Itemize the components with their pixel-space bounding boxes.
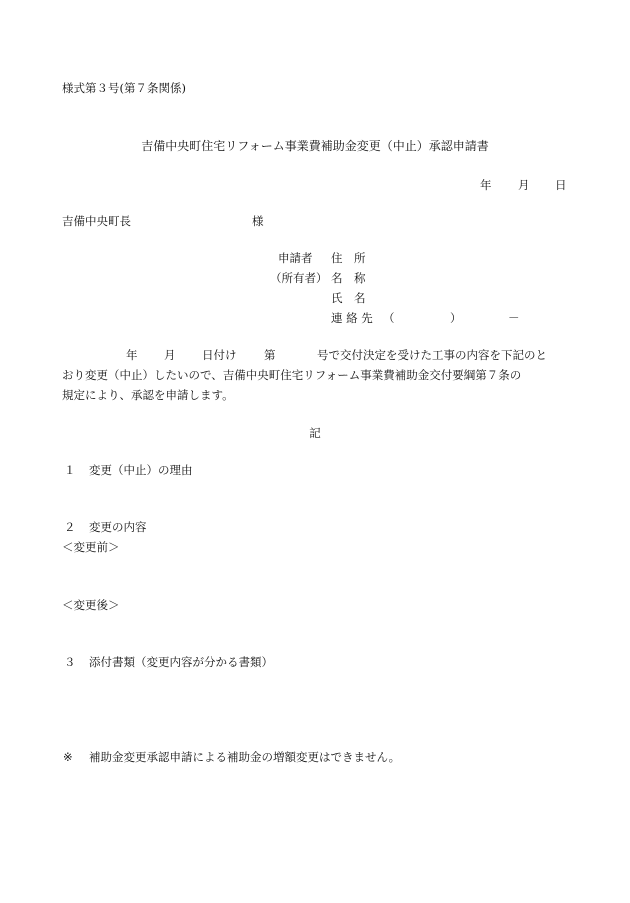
note-text: 補助金変更承認申請による補助金の増額変更はできません。 [89,750,401,764]
body-line1-rest: 号で交付決定を受けた工事の内容を下記のと [317,348,547,362]
applicant-company-label: 名 称 [331,271,366,285]
after-label: ＜変更後＞ [62,598,120,612]
document-title: 吉備中央町住宅リフォーム事業費補助金変更（中止）承認申請書 [141,139,489,153]
body-month: 月 [164,348,176,362]
item-1-label: 変更（中止）の理由 [89,463,193,477]
addressee-name: 吉備中央町長 [62,214,131,228]
applicant-name-label: 氏 名 [331,291,366,305]
addressee-honorific: 様 [252,214,264,228]
item-2-number: ２ [64,520,76,534]
date-month: 月 [518,178,530,192]
item-1-number: １ [64,463,76,477]
body-no: 第 [264,348,276,362]
body-line2: おり変更（中止）したいので、吉備中央町住宅リフォーム事業費補助金交付要綱第７条の [62,368,522,382]
note-mark: ※ [63,750,73,764]
date-year: 年 [480,178,492,192]
ki-heading: 記 [309,426,321,440]
owner-label: （所有者） [270,271,328,285]
item-3-number: ３ [64,655,76,669]
contact-paren-close: ） [450,311,462,325]
form-number: 様式第３号(第７条関係) [62,81,186,95]
applicant-label: 申請者 [278,251,313,265]
body-year: 年 [126,348,138,362]
before-label: ＜変更前＞ [62,540,120,554]
contact-paren-open: （ [383,311,395,325]
applicant-contact-label: 連 絡 先 [331,311,373,325]
item-2-label: 変更の内容 [89,520,147,534]
contact-dash: － [508,311,520,325]
body-dated: 日付け [202,348,237,362]
date-day: 日 [555,178,567,192]
body-line3: 規定により、承認を申請します。 [62,388,234,402]
item-3-label: 添付書類（変更内容が分かる書類） [89,655,273,669]
applicant-address-label: 住 所 [331,251,366,265]
